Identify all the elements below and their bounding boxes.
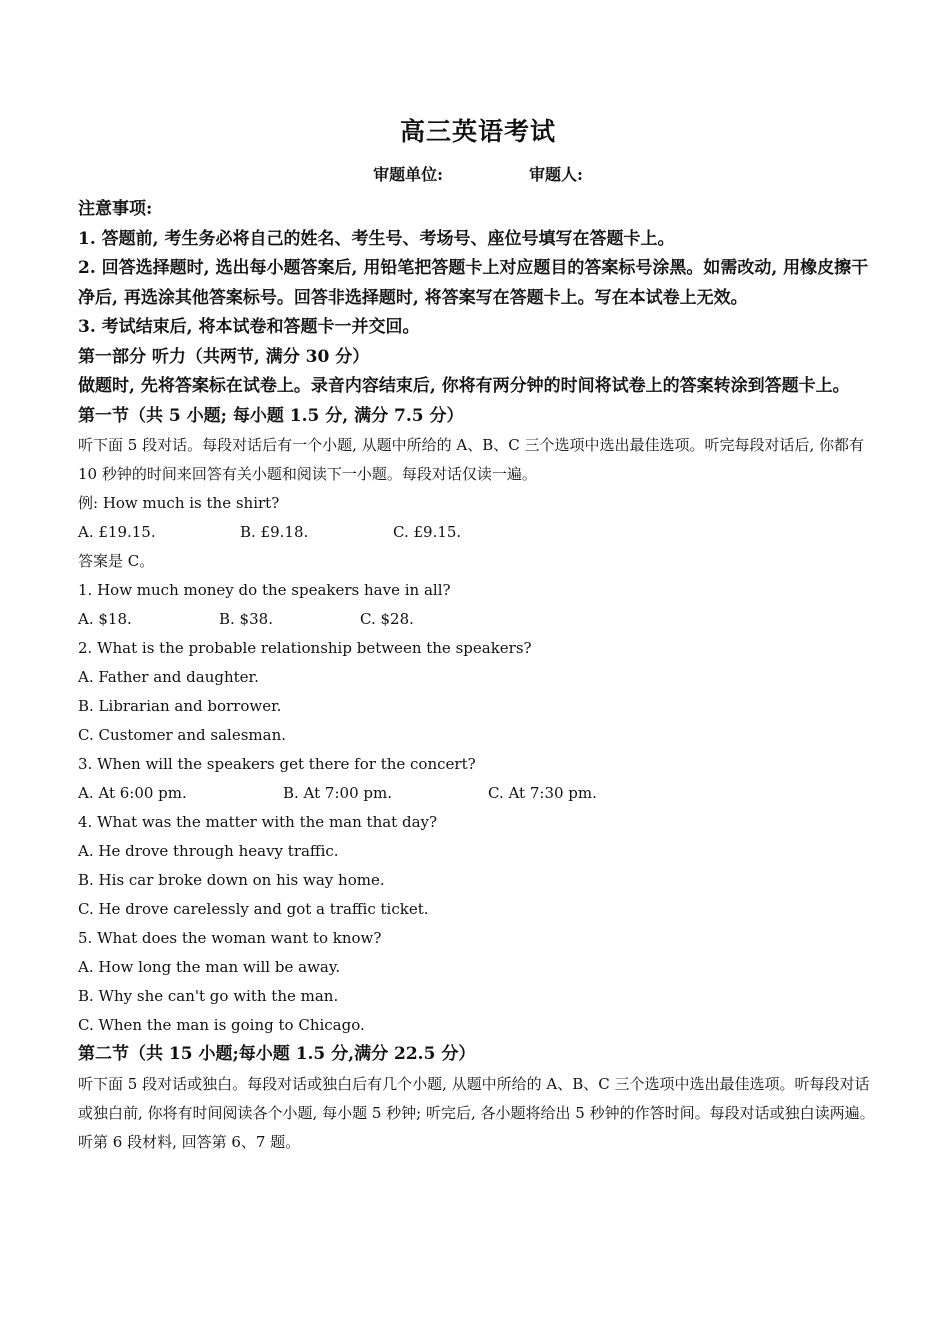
notice-heading: 注意事项: [78,199,153,219]
section2-last-line: 听第 6 段材料, 回答第 6、7 题。 [78,1132,301,1151]
question-3-options [78,779,878,808]
example-option-a: A. £19.15. [78,523,156,541]
question-4: 4. What was the matter with the man that day? [78,813,438,831]
question-4-option-a: A. He drove through heavy traffic. [78,842,339,860]
question-1-option-a: A. $18. [78,610,132,628]
notice-item-1: 1. 答题前, 考生务必将自己的姓名、考生号、考场号、座位号填写在答题卡上。 [78,228,675,249]
exam-title: 高三英语考试 [399,117,556,146]
section1-instruction: 听下面 5 段对话。每段对话后有一个小题, 从题中所给的 A、B、C 三个选项中选出最佳选项。听完每段对话后, 你都有 10 秒钟的时间来回答有关小题和阅读下一小题。每段对话仅读一遍。 [78,436,865,483]
example-question: 例: How much is the shirt? [78,494,280,512]
question-5: 5. What does the woman want to know? [78,929,382,947]
question-4-option-c: C. He drove carelessly and got a traffic ticket. [78,900,429,918]
question-1-options [78,605,878,634]
notice-item-3: 3. 考试结束后, 将本试卷和答题卡一并交回。 [78,317,420,337]
question-2: 2. What is the probable relationship between the speakers? [78,639,532,657]
exam-page [78,112,878,1157]
review-line [78,162,878,185]
question-4-option-b: B. His car broke down on his way home. [78,871,385,889]
question-5-option-b: B. Why she can't go with the man. [78,987,339,1005]
question-3-option-c: C. At 7:30 pm. [488,784,597,802]
question-3-option-b: B. At 7:00 pm. [283,784,392,802]
question-3-option-a: A. At 6:00 pm. [78,784,187,802]
question-2-option-a: A. Father and daughter. [78,668,259,686]
section2-heading: 第二节（共 15 小题;每小题 1.5 分,满分 22.5 分） [78,1044,476,1064]
example-option-b: B. £9.18. [240,523,309,541]
question-3: 3. When will the speakers get there for the concert? [78,755,476,773]
part1-heading: 第一部分 听力（共两节, 满分 30 分） [78,346,370,367]
question-2-option-b: B. Librarian and borrower. [78,697,282,715]
section1-heading: 第一节（共 5 小题; 每小题 1.5 分, 满分 7.5 分） [78,405,464,426]
review-unit-label: 审题单位: [373,165,443,184]
question-1-option-b: B. $38. [219,610,273,628]
question-5-option-c: C. When the man is going to Chicago. [78,1016,365,1034]
question-2-option-c: C. Customer and salesman. [78,726,286,744]
example-option-c: C. £9.15. [393,523,462,541]
question-1-option-c: C. $28. [360,610,414,628]
example-options [78,518,878,547]
question-1: 1. How much money do the speakers have in all? [78,581,451,599]
question-5-option-a: A. How long the man will be away. [78,958,341,976]
section2-instruction: 听下面 5 段对话或独白。每段对话或独白后有几个小题, 从题中所给的 A、B、C 三个选项中选出最佳选项。听每段对话或独白前, 你将有时间阅读各个小题, 每小题 5 秒钟; 听完后, 各小题将给出 5 秒钟的作答时间。每段对话或独白读两遍。 [78,1074,875,1122]
notice-item-2: 2. 回答选择题时, 选出每小题答案后, 用铅笔把答题卡上对应题目的答案标号涂黑。如需改动, 用橡皮擦干净后, 再选涂其他答案标号。回答非选择题时, 将答案写在答题卡上。写在本试卷上无效。 [78,258,869,308]
part1-instruction: 做题时, 先将答案标在试卷上。录音内容结束后, 你将有两分钟的时间将试卷上的答案转涂到答题卡上。 [78,376,850,396]
review-person-label: 审题人: [529,165,583,184]
example-answer: 答案是 C。 [78,552,155,570]
